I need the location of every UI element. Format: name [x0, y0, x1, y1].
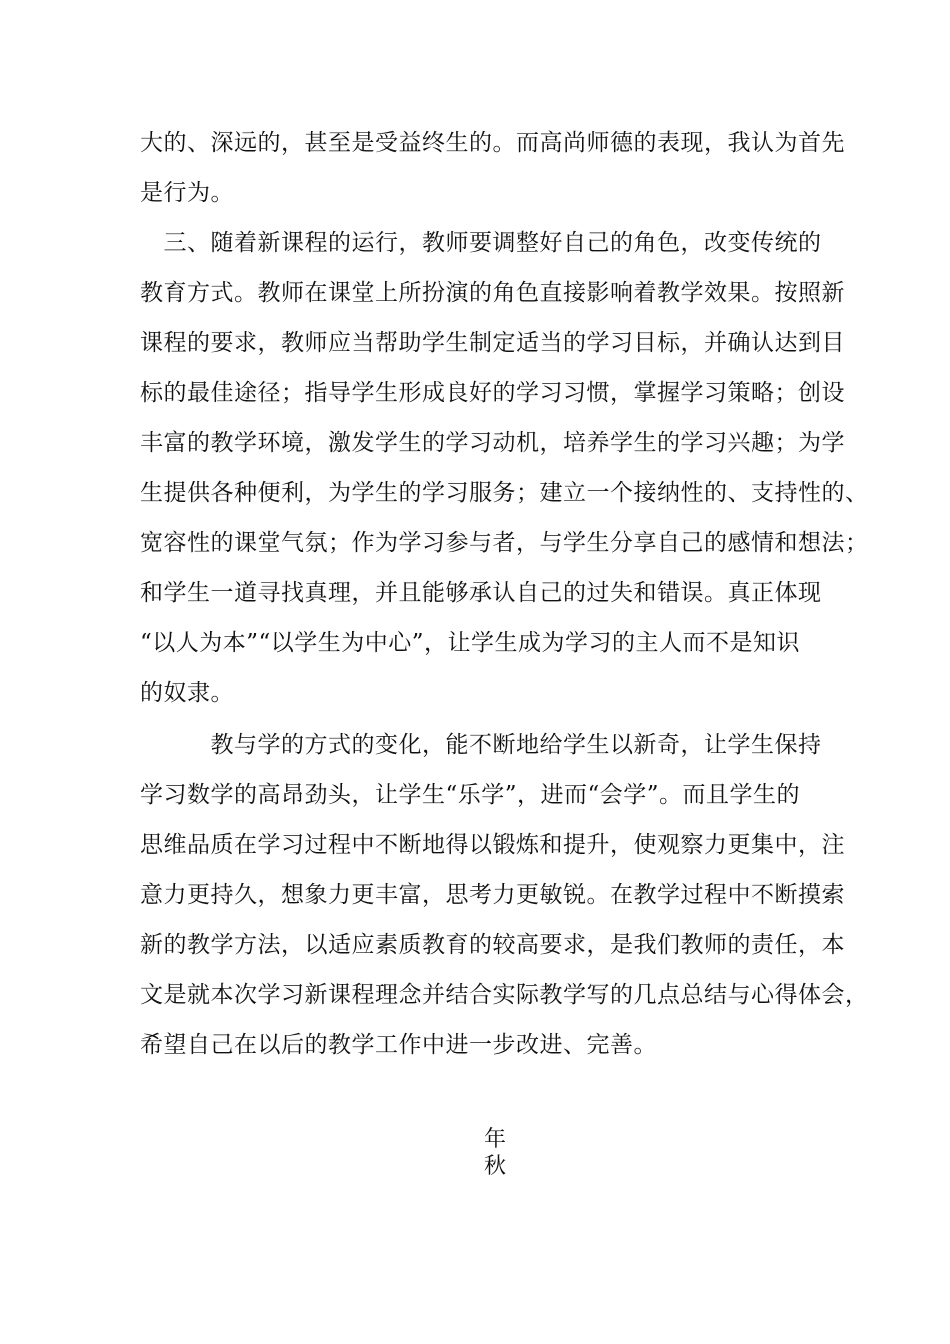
text-line: 和学生一道寻找真理，并且能够承认自己的过失和错误。真正体现 [140, 580, 822, 606]
text-line: 宽容性的课堂气氛；作为学习参与者，与学生分享自己的感情和想法； [140, 530, 869, 556]
text-line: 生提供各种便利，为学生的学习服务；建立一个接纳性的、支持性的、 [140, 480, 869, 506]
signature-season: 秋 [484, 1154, 507, 1179]
text-line: 希望自己在以后的教学工作中进一步改进、完善。 [140, 1032, 657, 1058]
text-line: 学习数学的高昂劲头，让学生“乐学”，进而“会学”。而且学生的 [140, 782, 801, 808]
text-line: 丰富的教学环境，激发学生的学习动机，培养学生的学习兴趣；为学 [140, 430, 845, 456]
text-line: “以人为本”“以学生为中心”，让学生成为学习的主人而不是知识 [140, 630, 801, 656]
text-line: 教与学的方式的变化，能不断地给学生以新奇，让学生保持 [140, 732, 822, 758]
signature-year: 年 [484, 1127, 507, 1152]
text-line: 的奴隶。 [140, 680, 234, 706]
text-line: 教育方式。教师在课堂上所扮演的角色直接影响着教学效果。按照新 [140, 280, 845, 306]
text-line: 课程的要求，教师应当帮助学生制定适当的学习目标，并确认达到目 [140, 330, 845, 356]
text-line: 大的、深远的，甚至是受益终生的。而高尚师德的表现，我认为首先 [140, 130, 845, 156]
text-line: 文是就本次学习新课程理念并结合实际教学写的几点总结与心得体会， [140, 982, 869, 1008]
text-line: 思维品质在学习过程中不断地得以锻炼和提升，使观察力更集中，注 [140, 832, 845, 858]
text-line: 新的教学方法，以适应素质教育的较高要求，是我们教师的责任，本 [140, 932, 845, 958]
text-line: 标的最佳途径；指导学生形成良好的学习习惯，掌握学习策略；创设 [140, 380, 845, 406]
text-line: 是行为。 [140, 180, 234, 206]
text-line: 三、随着新课程的运行，教师要调整好自己的角色，改变传统的 [140, 230, 822, 256]
text-line: 意力更持久，想象力更丰富，思考力更敏锐。在教学过程中不断摸索 [140, 882, 845, 908]
